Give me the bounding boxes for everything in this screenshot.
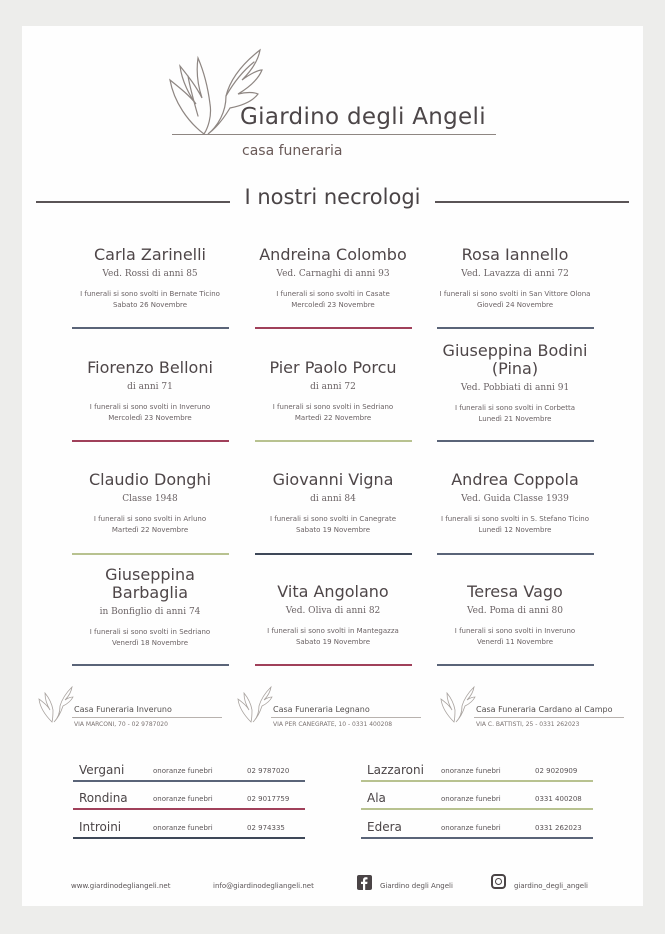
- obituary-funeral-place: I funerali si sono svolti in Arluno: [93, 515, 207, 523]
- instagram-icon[interactable]: [491, 874, 506, 889]
- location-block: [38, 684, 228, 728]
- obituary-funeral-place: I funerali si sono svolti in S. Stefano Ticino: [440, 515, 590, 523]
- obituary-detail: Ved. Poma di anni 80: [466, 606, 563, 616]
- obituary-bar: [437, 327, 594, 329]
- obituary-funeral-place: I funerali si sono svolti in Inveruno: [89, 403, 211, 411]
- obituary-funeral-date: Venerdì 11 Novembre: [476, 638, 554, 646]
- obituary-bar: [72, 553, 229, 555]
- partner-bar: [361, 808, 593, 810]
- obituary-funeral-date: Venerdì 18 Novembre: [111, 639, 189, 647]
- obituary-bar: [437, 553, 594, 555]
- obituary-card: [238, 246, 428, 311]
- footer-instagram[interactable]: giardino_degli_angeli: [514, 882, 588, 890]
- partner-bar: [73, 808, 305, 810]
- obituary-detail: di anni 84: [310, 494, 356, 504]
- location-block: [237, 684, 427, 728]
- obituary-detail: Ved. Pobbiati di anni 91: [460, 383, 570, 393]
- partner-type: onoranze funebri: [153, 795, 213, 803]
- location-name: Casa Funeraria Inveruno: [74, 705, 172, 714]
- partner-row: [361, 790, 593, 810]
- partner-type: onoranze funebri: [153, 824, 213, 832]
- obituary-card: [55, 566, 245, 649]
- obituary-funeral-date: Mercoledì 23 Novembre: [108, 414, 192, 422]
- obituary-detail: Classe 1948: [122, 494, 178, 504]
- obituary-card: [238, 359, 428, 424]
- obituary-funeral-date: Mercoledì 23 Novembre: [291, 301, 375, 309]
- obituary-bar: [255, 553, 412, 555]
- obituary-name: Giuseppina Barbaglia: [105, 565, 195, 602]
- obituary-card: [55, 246, 245, 311]
- partner-row: [73, 762, 305, 782]
- obituary-funeral-place: I funerali si sono svolti in Corbetta: [454, 404, 576, 412]
- obituary-funeral-place: I funerali si sono svolti in San Vittore Olona: [439, 290, 591, 298]
- obituary-name: Pier Paolo Porcu: [269, 358, 397, 377]
- obituary-bar: [255, 664, 412, 666]
- obituary-card: [420, 583, 610, 648]
- obituary-funeral-place: I funerali si sono svolti in Mantegazza: [267, 627, 399, 635]
- partner-name: Vergani: [79, 763, 125, 777]
- obituary-detail: Ved. Rossi di anni 85: [102, 269, 198, 279]
- obituary-funeral-date: Lunedì 12 Novembre: [478, 526, 552, 534]
- partner-type: onoranze funebri: [153, 767, 213, 775]
- obituary-detail: di anni 71: [127, 382, 173, 392]
- partner-type: onoranze funebri: [441, 767, 501, 775]
- brand-subtitle: casa funeraria: [242, 143, 343, 159]
- partner-row: [361, 819, 593, 839]
- location-name: Casa Funeraria Legnano: [273, 705, 370, 714]
- obituary-funeral-place: I funerali si sono svolti in Casate: [276, 290, 390, 298]
- obituary-funeral-date: Sabato 19 Novembre: [295, 638, 371, 646]
- obituary-bar: [72, 664, 229, 666]
- partner-phone: 02 9787020: [247, 767, 290, 775]
- obituary-bar: [255, 440, 412, 442]
- facebook-icon[interactable]: [357, 875, 372, 890]
- obituary-funeral-date: Sabato 26 Novembre: [112, 301, 188, 309]
- partner-phone: 0331 262023: [535, 824, 582, 832]
- obituary-detail: di anni 72: [310, 382, 356, 392]
- brand-name: Giardino degli Angeli: [240, 104, 486, 130]
- footer-email[interactable]: info@giardinodegliangeli.net: [213, 882, 314, 890]
- obituary-bar: [255, 327, 412, 329]
- partner-name: Lazzaroni: [367, 763, 424, 777]
- obituary-bar: [72, 327, 229, 329]
- obituary-funeral-date: Martedì 22 Novembre: [294, 414, 372, 422]
- partner-bar: [73, 780, 305, 782]
- obituary-bar: [437, 440, 594, 442]
- partner-name: Edera: [367, 820, 402, 834]
- obituary-detail: Ved. Guida Classe 1939: [461, 494, 569, 504]
- location-rule: [474, 717, 624, 718]
- obituary-card: [55, 471, 245, 536]
- obituary-funeral-date: Giovedì 24 Novembre: [476, 301, 554, 309]
- location-address: VIA PER CANEGRATE, 10 - 0331 400208: [273, 721, 393, 728]
- partner-name: Ala: [367, 791, 386, 805]
- obituary-funeral-place: I funerali si sono svolti in Sedriano: [272, 403, 394, 411]
- footer-website[interactable]: www.giardinodegliangeli.net: [71, 882, 171, 890]
- obituary-name: Andreina Colombo: [259, 245, 407, 264]
- obituary-funeral-date: Martedì 22 Novembre: [111, 526, 189, 534]
- angel-wings-icon: [38, 684, 74, 724]
- location-block: [440, 684, 630, 728]
- partner-type: onoranze funebri: [441, 795, 501, 803]
- obituary-detail: Ved. Oliva di anni 82: [285, 606, 381, 616]
- obituary-name: Fiorenzo Belloni: [87, 358, 213, 377]
- partner-bar: [361, 780, 593, 782]
- obituary-card: [420, 246, 610, 311]
- partner-bar: [361, 837, 593, 839]
- obituary-detail: Ved. Carnaghi di anni 93: [276, 269, 390, 279]
- location-rule: [271, 717, 421, 718]
- obituary-funeral-place: I funerali si sono svolti in Bernate Ticino: [80, 290, 220, 298]
- partner-bar: [73, 837, 305, 839]
- location-rule: [72, 717, 222, 718]
- obituary-card: [420, 342, 610, 425]
- angel-wings-icon: [440, 684, 476, 724]
- obituary-name: Teresa Vago: [467, 582, 563, 601]
- obituary-name: Giuseppina Bodini (Pina): [442, 341, 588, 378]
- partner-row: [73, 819, 305, 839]
- obituary-funeral-date: Sabato 19 Novembre: [295, 526, 371, 534]
- partner-type: onoranze funebri: [441, 824, 501, 832]
- obituary-name: Andrea Coppola: [451, 470, 579, 489]
- partner-row: [73, 790, 305, 810]
- obituary-detail: Ved. Lavazza di anni 72: [461, 269, 569, 279]
- angel-wings-icon: [237, 684, 273, 724]
- partner-phone: 02 974335: [247, 824, 285, 832]
- obituary-card: [420, 471, 610, 536]
- obituary-card: [55, 359, 245, 424]
- obituary-name: Giovanni Vigna: [272, 470, 394, 489]
- location-name: Casa Funeraria Cardano al Campo: [476, 705, 613, 714]
- partner-phone: 02 9020909: [535, 767, 578, 775]
- logo-underline: [172, 134, 496, 135]
- obituary-funeral-place: I funerali si sono svolti in Inveruno: [454, 627, 576, 635]
- location-address: VIA MARCONI, 70 - 02 9787020: [74, 721, 168, 728]
- obituary-bar: [72, 440, 229, 442]
- obituary-card: [238, 471, 428, 536]
- obituary-name: Rosa Iannello: [461, 245, 569, 264]
- section-rule-right: [435, 201, 629, 203]
- obituary-detail: in Bonfiglio di anni 74: [99, 607, 201, 617]
- partner-phone: 0331 400208: [535, 795, 582, 803]
- partner-name: Introini: [79, 820, 122, 834]
- partner-row: [361, 762, 593, 782]
- obituary-funeral-place: I funerali si sono svolti in Canegrate: [269, 515, 397, 523]
- location-address: VIA C. BATTISTI, 25 - 0331 262023: [476, 721, 580, 728]
- obituary-funeral-date: Lunedì 21 Novembre: [478, 415, 552, 423]
- obituary-name: Claudio Donghi: [88, 470, 212, 489]
- section-title: I nostri necrologi: [244, 185, 421, 209]
- obituary-name: Vita Angolano: [277, 582, 389, 601]
- obituary-name: Carla Zarinelli: [94, 245, 206, 264]
- partner-name: Rondina: [79, 791, 128, 805]
- footer-facebook[interactable]: Giardino degli Angeli: [380, 882, 453, 890]
- obituary-card: [238, 583, 428, 648]
- obituary-funeral-place: I funerali si sono svolti in Sedriano: [89, 628, 211, 636]
- obituary-bar: [437, 664, 594, 666]
- partner-phone: 02 9017759: [247, 795, 290, 803]
